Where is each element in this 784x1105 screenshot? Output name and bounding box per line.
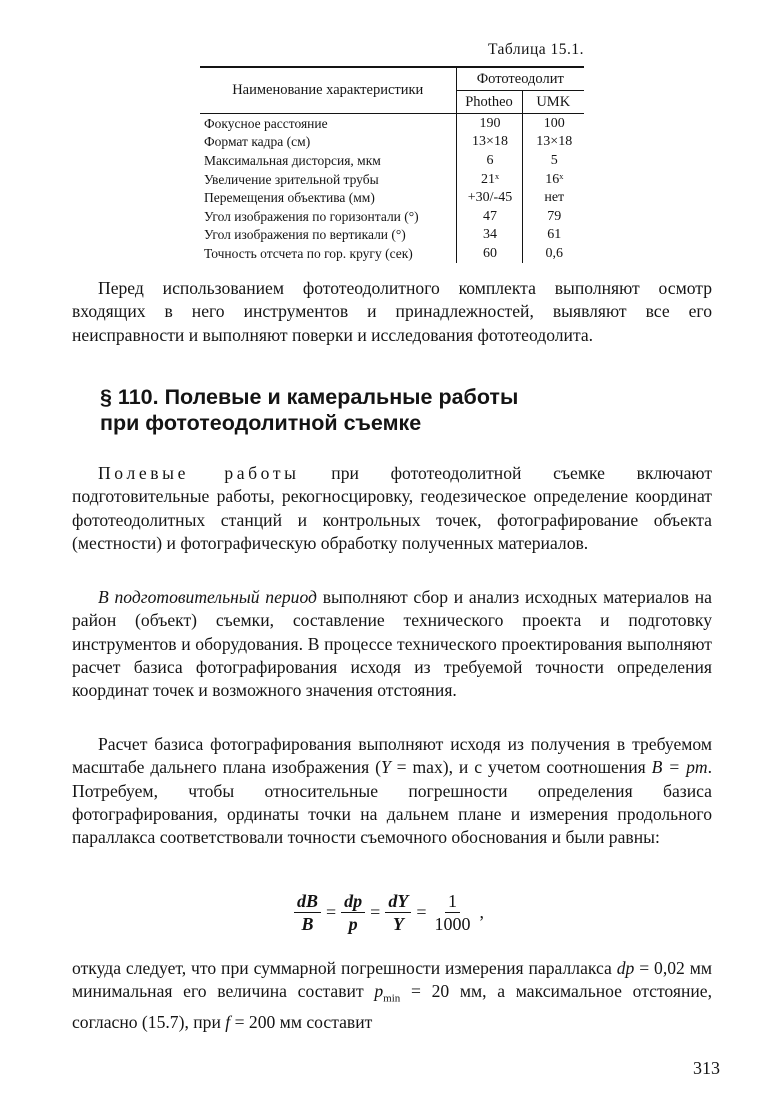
row-value-photheo: 47 bbox=[456, 207, 522, 226]
row-value-umk: 5 bbox=[522, 151, 584, 170]
paragraph-text: Расчет базиса фотографирования выполняют исходя из получения в требуемом масштабе дальнего плана изображения ( bbox=[72, 734, 712, 778]
variable: dp bbox=[616, 958, 635, 978]
paragraph-preparatory-period bbox=[72, 586, 712, 702]
row-value-umk: 61 bbox=[522, 226, 584, 245]
row-value-photheo: 21ˣ bbox=[456, 170, 522, 189]
row-value-umk: 0,6 bbox=[522, 244, 584, 263]
equals-sign: = bbox=[326, 902, 337, 922]
row-name: Фокусное расстояние bbox=[204, 115, 328, 131]
table-row bbox=[200, 133, 584, 152]
section-heading-line-2: при фототеодолитной съемке bbox=[100, 411, 422, 435]
denominator: p bbox=[348, 914, 358, 934]
table-row bbox=[200, 151, 584, 170]
denominator: 1000 bbox=[434, 914, 471, 934]
row-value-umk: нет bbox=[522, 188, 584, 207]
table-row bbox=[200, 114, 584, 133]
row-name: Перемещения объектива (мм) bbox=[204, 190, 375, 206]
spaced-term: Полевые работы bbox=[98, 463, 300, 483]
variable: f bbox=[225, 1012, 231, 1033]
table-caption: Таблица 15.1. bbox=[487, 41, 584, 58]
italic-term: В подготовительный период bbox=[98, 587, 317, 607]
paragraph-text: = max), и с учетом соотношения bbox=[390, 757, 652, 778]
equals-sign: = bbox=[370, 902, 381, 922]
row-name: Угол изображения по вертикали (°) bbox=[204, 227, 406, 243]
header-umk: UMK bbox=[522, 91, 584, 114]
table-row bbox=[200, 207, 584, 226]
paragraph-field-works bbox=[72, 462, 712, 555]
fraction bbox=[341, 890, 365, 935]
paragraph-basis-calculation bbox=[72, 733, 712, 849]
paragraph-text: = 20 мм, а максимальное отстояние, согласно (15.7), при bbox=[72, 981, 712, 1033]
paragraph-text: при фототеодолитной съемке включают подготовительные работы, рекогносцировку, геодезическое определение координат фототеодолитных станций и контрольных точек, фотографирование объекта (местности) и фотографическую обработку полученных материалов. bbox=[72, 463, 713, 553]
numerator: dB bbox=[294, 890, 321, 913]
numerator: dp bbox=[341, 890, 365, 913]
header-photheo: Photheo bbox=[456, 91, 522, 114]
subscript: min bbox=[383, 992, 401, 1005]
paragraph-text: . Потребуем, чтобы относительные погрешности определения базиса фотографирования, ординаты точки на дальнем плане и измерения продольного параллакса соответствовали точности съемочного обоснования и были равны: bbox=[72, 757, 713, 848]
row-name: Угол изображения по горизонтали (°) bbox=[204, 208, 419, 224]
paragraph-text: выполняют сбор и анализ исходных материалов на район (объект) съемки, составление технического проекта и подготовку инструментов и оборудования. В процессе технического проектирования выполняют расчет базиса фотографирования исходя из требуемой точности определения координат точек и возможного значения отстояния. bbox=[72, 587, 712, 701]
row-value-photheo: 13×18 bbox=[456, 133, 522, 152]
page-number: 313 bbox=[693, 1058, 720, 1078]
variable: Y bbox=[380, 757, 391, 778]
formula-inline: B = pm bbox=[651, 757, 708, 778]
numerator: 1 bbox=[445, 890, 460, 913]
header-phototheodolite: Фототеодолит bbox=[456, 67, 584, 91]
row-name: Формат кадра (см) bbox=[204, 134, 311, 150]
paragraph-text: = 200 мм составит bbox=[230, 1012, 373, 1033]
comma: , bbox=[479, 902, 484, 922]
row-value-photheo: 190 bbox=[456, 114, 522, 133]
numerator: dY bbox=[385, 890, 411, 913]
equation-relative-errors bbox=[290, 890, 484, 935]
table-row bbox=[200, 170, 584, 189]
paragraph-text: откуда следует, что при суммарной погрешности измерения параллакса bbox=[72, 958, 617, 978]
header-characteristic-name: Наименование характеристики bbox=[200, 67, 456, 114]
row-value-photheo: 6 bbox=[456, 151, 522, 170]
row-name: Увеличение зрительной трубы bbox=[204, 171, 379, 187]
row-name: Максимальная дисторсия, мкм bbox=[204, 152, 381, 168]
row-name: Точность отсчета по гор. кругу (сек) bbox=[204, 245, 413, 261]
row-value-umk: 79 bbox=[522, 207, 584, 226]
paragraph-text: = 0,02 мм минимальная его величина составит bbox=[72, 958, 712, 1002]
table-row bbox=[200, 226, 584, 245]
table-row bbox=[200, 188, 584, 207]
row-value-photheo: +30/-45 bbox=[456, 188, 522, 207]
specification-table bbox=[200, 66, 584, 263]
section-heading-line-1: § 110. Полевые и камеральные работы bbox=[100, 385, 519, 409]
row-value-photheo: 34 bbox=[456, 226, 522, 245]
denominator: B bbox=[301, 914, 314, 934]
row-value-photheo: 60 bbox=[456, 244, 522, 263]
table-row bbox=[200, 244, 584, 263]
fraction bbox=[294, 890, 321, 935]
fraction bbox=[385, 890, 411, 935]
paragraph-inspection: Перед использованием фототеодолитного комплекта выполняют осмотр входящих в него инструментов и принадлежностей, выявляют все его неисправности и выполняют поверки и исследования фототеодолита. bbox=[72, 278, 712, 345]
paragraph-max-distance bbox=[72, 957, 712, 1034]
row-value-umk: 13×18 bbox=[522, 133, 584, 152]
denominator: Y bbox=[392, 914, 404, 934]
fraction bbox=[431, 890, 473, 935]
row-value-umk: 100 bbox=[522, 114, 584, 133]
equals-sign: = bbox=[416, 902, 427, 922]
section-heading bbox=[100, 384, 660, 436]
variable: p bbox=[374, 981, 384, 1002]
row-value-umk: 16ˣ bbox=[522, 170, 584, 189]
